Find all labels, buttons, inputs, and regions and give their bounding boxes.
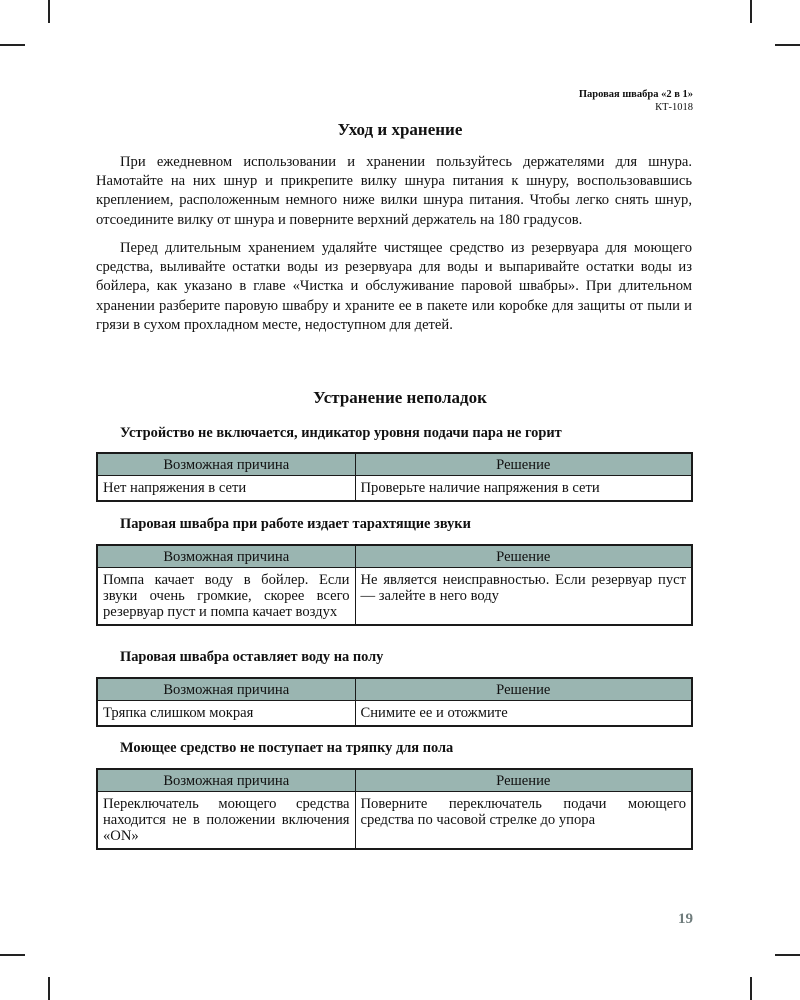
- problem-table-2: [96, 544, 693, 626]
- column-header-solution: Решение: [355, 453, 692, 476]
- solution-cell: Проверьте наличие напряжения в сети: [355, 476, 692, 502]
- crop-mark-top-left-horizontal: [0, 44, 25, 46]
- running-head: [579, 88, 693, 114]
- troubleshooting-title: Устранение неполадок: [313, 388, 487, 407]
- crop-mark-bottom-left-vertical: [48, 977, 50, 1000]
- care-paragraph-1: При ежедневном использовании и хранении пользуйтесь держателями для шнура. Намотайте на них шнур и прикрепите вилку шнура питания к шнуру, воспользовавшись креплением, расположенным немного ниже вилки шнура питания. Чтобы легко снять шнур, отсоедините вилку от шнура и поверните верхний держатель на 180 градусов.: [96, 154, 692, 228]
- crop-mark-bottom-right-horizontal: [775, 954, 800, 956]
- column-header-cause: Возможная причина: [97, 545, 355, 568]
- running-head-title: Паровая швабра «2 в 1»: [578, 89, 693, 100]
- care-paragraph-2: Перед длительным хранением удаляйте чистящее средство из резервуара для моющего средства, выливайте остатки воды из резервуара для воды и выпаривайте остатки воды из бойлера, как указано в главе «Чистка и обслуживание паровой швабры». При длительном хранении разберите паровую швабру и храните ее в пакете или коробке для защиты от пыли и грязи в сухом прохладном месте, недоступном для детей.: [96, 240, 692, 333]
- crop-mark-bottom-right-vertical: [750, 977, 752, 1000]
- care-section-title: Уход и хранение: [337, 120, 463, 139]
- table-row: [97, 476, 692, 502]
- table-header-row: [97, 545, 692, 568]
- table-header-row: [97, 678, 692, 701]
- crop-mark-top-right-vertical: [750, 0, 752, 23]
- cause-cell: Тряпка слишком мокрая: [97, 701, 355, 727]
- table-row: [97, 701, 692, 727]
- problem-heading-2: Паровая швабра при работе издает тарахтящие звуки: [120, 516, 471, 532]
- problem-heading-1: Устройство не включается, индикатор уровня подачи пара не горит: [120, 425, 562, 441]
- column-header-cause: Возможная причина: [97, 678, 355, 701]
- table-row: [97, 568, 692, 626]
- crop-mark-top-left-vertical: [48, 0, 50, 23]
- table-row: [97, 792, 692, 850]
- problem-table-1: [96, 452, 693, 502]
- cause-cell: Нет напряжения в сети: [97, 476, 355, 502]
- column-header-solution: Решение: [355, 769, 692, 792]
- column-header-cause: Возможная причина: [97, 769, 355, 792]
- crop-mark-top-right-horizontal: [775, 44, 800, 46]
- problem-heading-3: Паровая швабра оставляет воду на полу: [120, 649, 384, 665]
- solution-cell: Не является неисправностью. Если резервуар пуст — залейте в него воду: [355, 568, 692, 626]
- problem-table-3: [96, 677, 693, 727]
- column-header-solution: Решение: [355, 678, 692, 701]
- table-header-row: [97, 453, 692, 476]
- column-header-cause: Возможная причина: [97, 453, 355, 476]
- running-head-model: КТ-1018: [655, 102, 693, 113]
- cause-cell: Помпа качает воду в бойлер. Если звуки очень громкие, скорее всего резервуар пуст и помпа качает воздух: [97, 568, 355, 626]
- solution-cell: Поверните переключатель подачи моющего средства по часовой стрелке до упора: [355, 792, 692, 850]
- problem-heading-4: Моющее средство не поступает на тряпку для пола: [120, 740, 454, 756]
- solution-cell: Снимите ее и отожмите: [355, 701, 692, 727]
- column-header-solution: Решение: [355, 545, 692, 568]
- cause-cell: Переключатель моющего средства находится не в положении включения «ON»: [97, 792, 355, 850]
- page-number: 19: [678, 911, 693, 927]
- table-header-row: [97, 769, 692, 792]
- problem-table-4: [96, 768, 693, 850]
- crop-mark-bottom-left-horizontal: [0, 954, 25, 956]
